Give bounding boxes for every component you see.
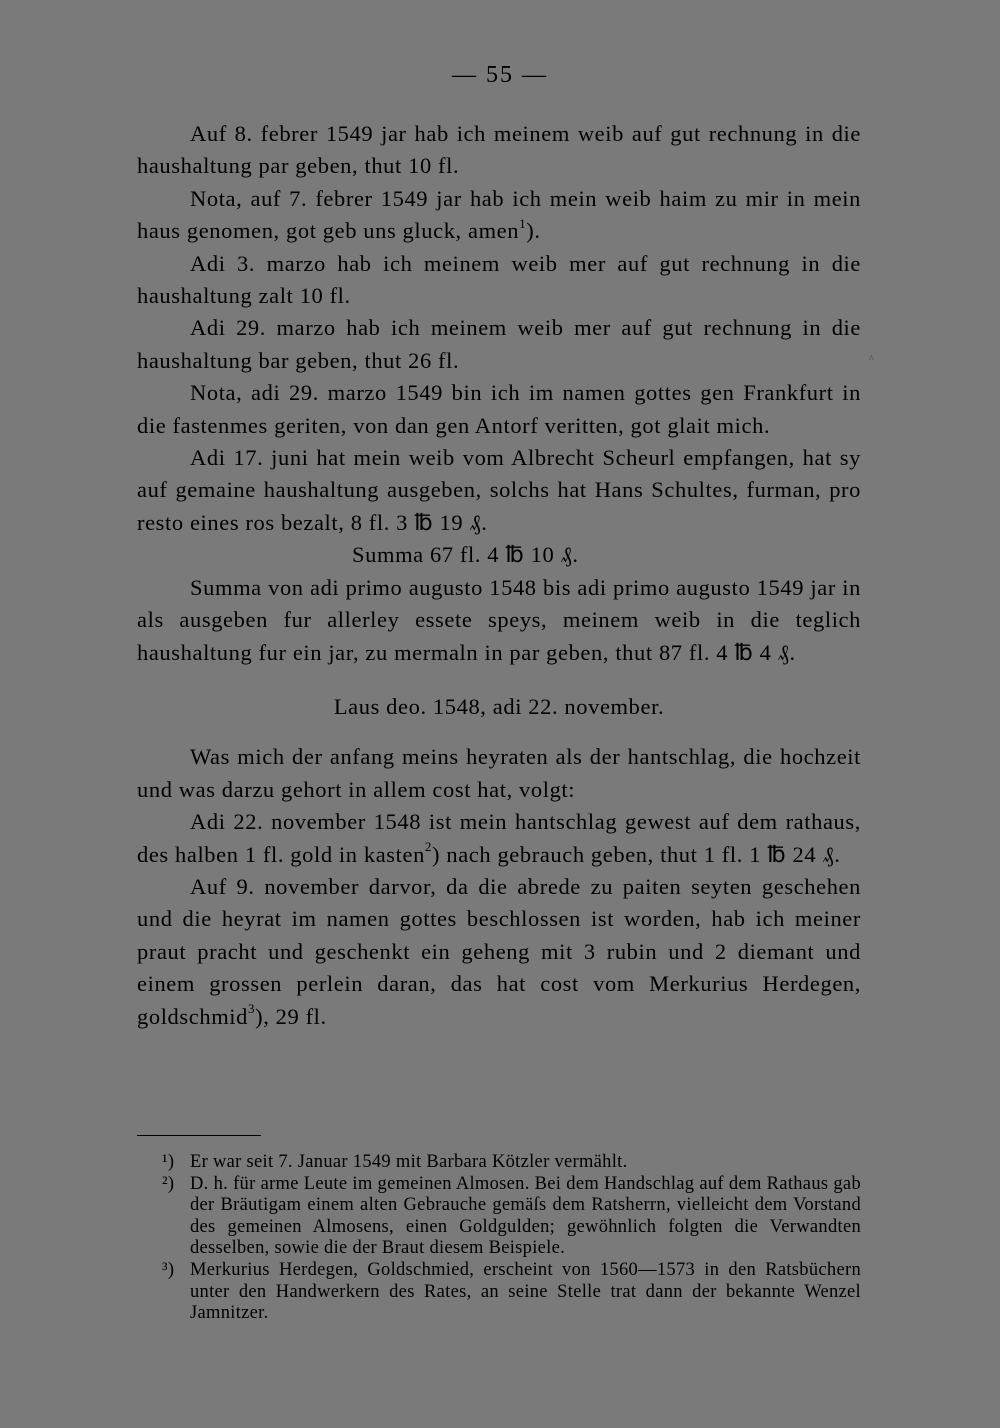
footnote-ref-1-close: ). — [526, 218, 541, 244]
footnotes — [137, 1152, 861, 1325]
paragraph-4: Adi 29. marzo hab ich meinem weib mer auf gut rechnung in die haushaltung bar geben, thut 26 fl. — [137, 315, 861, 373]
paragraph-9-tail: nach gebrauch geben, thut 1 fl. 1 ℔ 24 ₰. — [446, 841, 841, 867]
paragraph-6: Adi 17. juni hat mein weib vom Albrecht Scheurl empfangen, hat sy auf gemaine haushaltung ausgeben, solchs hat Hans Schultes, furman, pro resto eines ros bezalt, 8 fl. 3 ℔ 19 ₰. — [137, 445, 861, 535]
footnote-2 — [137, 1174, 861, 1260]
summa-line: Summa 67 fl. 4 ℔ 10 ₰. — [352, 542, 579, 568]
paragraph-2 — [137, 183, 861, 248]
paragraph-3: Adi 3. marzo hab ich meinem weib mer auf gut rechnung in die haushaltung zalt 10 fl. — [137, 250, 861, 309]
footnote-1 — [137, 1152, 861, 1174]
paragraph-9 — [137, 806, 861, 871]
footnote-ref-3: 3 — [248, 1001, 256, 1017]
footnote-3 — [137, 1260, 861, 1325]
paragraph-10-tail: , 29 fl. — [263, 1003, 327, 1029]
footnote-ref-1: 1 — [519, 215, 527, 231]
paragraph-5: Nota, adi 29. marzo 1549 bin ich im namen gottes gen Frankfurt in die fastenmes geriten, von dan gen Antorf veritten, got glait mich. — [137, 380, 861, 438]
footnote-3-text: Merkurius Herdegen, Goldschmied, erscheint von 1560—1573 in den Ratsbüchern unter den Handwerkern des Rates, an seine Stelle trat dann der bekannte Wenzel Jamnitzer. — [190, 1259, 861, 1324]
footnote-ref-2: 2 — [424, 839, 433, 855]
footnote-ref-2-close: ) — [432, 841, 447, 867]
paragraph-8: Was mich der anfang meins heyraten als der hantschlag, die hochzeit und was darzu gehort in allem cost hat, volgt: — [137, 744, 861, 802]
footnote-1-mark: ¹) — [162, 1152, 175, 1172]
paragraph-10-text: Auf 9. november darvor, da die abrede zu paiten seyten geschehen und die heyrat im namen gottes beschlossen ist worden, hab ich meiner praut pracht und geschenkt ein geheng mit 3 rubin und 2 diemant und einem grossen perlein daran, das hat cost vom Merkurius Herdegen, goldschmid — [137, 873, 861, 1029]
paragraph-10 — [137, 871, 861, 1033]
main-text — [137, 118, 861, 1033]
paragraph-1: Auf 8. febrer 1549 jar hab ich meinem weib auf gut rechnung in die haushaltung par geben, thut 10 fl. — [137, 121, 861, 179]
footnote-2-mark: ²) — [162, 1173, 175, 1194]
footnote-rule — [137, 1135, 261, 1136]
paragraph-9-text: Adi 22. november 1548 ist mein hantschlag gewest auf dem rathaus, des halben 1 fl. gold in kasten — [137, 809, 861, 867]
paragraph-7: Summa von adi primo augusto 1548 bis adi primo augusto 1549 jar in als ausgeben fur allerley essete speys, meinem weib in die teglich haushaltung fur ein jar, zu mermaln in par geben, thut 87 fl. 4 ℔ 4 ₰. — [137, 574, 861, 665]
paragraph-2-text: Nota, auf 7. febrer 1549 jar hab ich mein weib haim zu mir in mein haus genomen, got geb uns gluck, amen — [137, 185, 861, 244]
page-number: — 55 — — [452, 62, 548, 88]
footnote-1-text: Er war seit 7. Januar 1549 mit Barbara Kötzler vermählt. — [190, 1152, 628, 1172]
footnote-ref-3-close: ) — [255, 1003, 264, 1029]
section-heading: Laus deo. 1548, adi 22. november. — [333, 693, 665, 719]
footnote-3-mark: ³) — [162, 1259, 175, 1280]
footnote-2-text: D. h. für arme Leute im gemeinen Almosen. Bei dem Handschlag auf dem Rathaus gab der Bräutigam einem alten Gebrauche gemäſs dem Ratsherrn, vielleicht dem Vorstand des gemeinen Almosens, einen Goldgulden; gewöhnlich folgten die Verwandten desselben, sowie die der Braut diesem Beispiele. — [190, 1173, 861, 1259]
corner-mark: ^ — [869, 354, 874, 365]
